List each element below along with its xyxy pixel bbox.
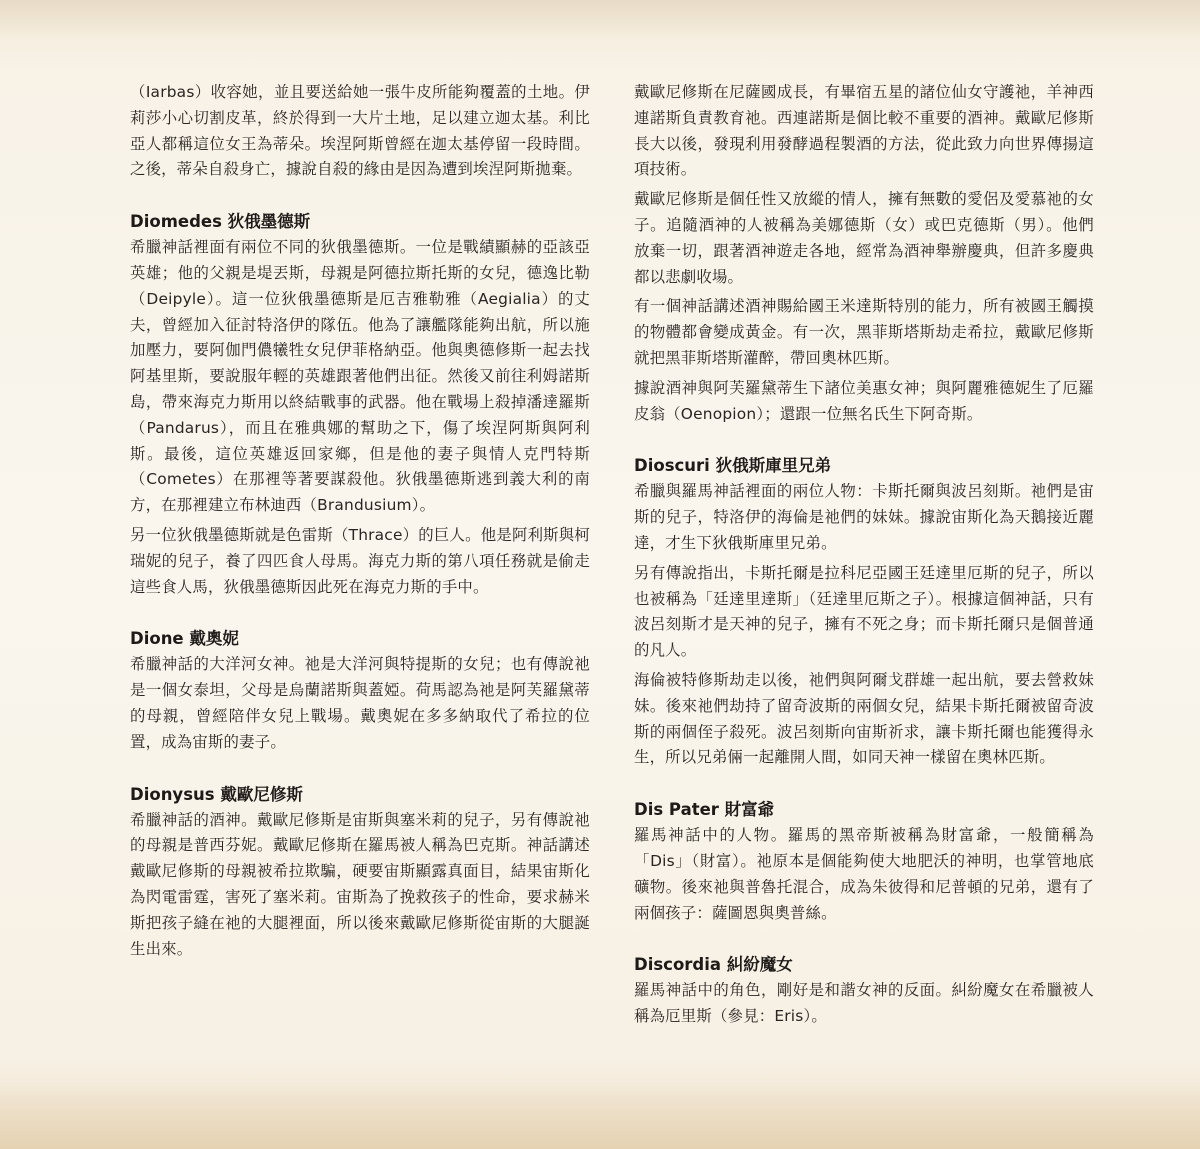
dioscuri-paragraph-3: 海倫被特修斯劫走以後，祂們與阿爾戈群雄一起出航，要去營救妹妹。後來祂們劫持了留奇波斯的兩個女兒，結果卡斯托爾被留奇波斯的兩個侄子殺死。波呂刻斯向宙斯祈求，讓卡斯托爾也能獲得永生，所以兄弟倆一起離開人間，如同天神一樣留在奧林匹斯。: [634, 670, 1094, 767]
dionysus-cont-paragraph-3: 有一個神話講述酒神賜給國王米達斯特別的能力，所有被國王觸摸的物體都會變成黃金。有一次，黑菲斯塔斯劫走希拉，戴歐尼修斯就把黑菲斯塔斯灌醉，帶回奧林匹斯。: [634, 297, 1094, 367]
dionysus-cont-paragraph-4: 據說酒神與阿芙羅黛蒂生下諸位美惠女神；與阿麗雅德妮生了厄羅皮翁（Oenopion）；還跟一位無名氏生下阿奇斯。: [634, 378, 1094, 423]
left-column: [130, 80, 590, 966]
entry-title-diomedes: Diomedes 狄俄墨德斯: [130, 212, 311, 232]
dionysus-cont-paragraph-1: 戴歐尼修斯在尼薩國成長，有畢宿五星的諸位仙女守護祂，羊神西連諾斯負責教育祂。西連諾斯是個比較不重要的酒神。戴歐尼修斯長大以後，發現利用發酵過程製酒的方法，從此致力向世界傳揚這項技術。: [634, 83, 1094, 179]
dioscuri-paragraph-2: 另有傳說指出，卡斯托爾是拉科尼亞國王廷達里厄斯的兒子，所以也被稱為「廷達里達斯」（廷達里厄斯之子）。根據這個神話，只有波呂刻斯才是天神的兒子，擁有不死之身；而卡斯托爾只是個普通的凡人。: [634, 563, 1094, 660]
dionysus-paragraph-1: 希臘神話的酒神。戴歐尼修斯是宙斯與塞米莉的兒子，另有傳說祂的母親是普西芬妮。戴歐尼修斯在羅馬被人稱為巴克斯。神話講述戴歐尼修斯的母親被希拉欺騙，硬要宙斯顯露真面目，結果宙斯化為閃電雷霆，害死了塞米莉。宙斯為了挽救孩子的性命，要求赫米斯把孩子縫在祂的大腿裡面，所以後來戴歐尼修斯從宙斯的大腿誕生出來。: [130, 810, 590, 958]
dione-paragraph-1: 希臘神話的大洋河女神。祂是大洋河與特提斯的女兒；也有傳說祂是一個女泰坦，父母是烏蘭諾斯與蓋婭。荷馬認為祂是阿芙羅黛蒂的母親，曾經陪伴女兒上戰場。戴奧妮在多多納取代了希拉的位置，成為宙斯的妻子。: [130, 655, 590, 751]
entry-title-dionysus: Dionysus 戴歐尼修斯: [130, 784, 303, 804]
page-edge-bottom: [0, 1079, 1200, 1149]
entry-title-dis-pater: Dis Pater 財富爺: [634, 800, 775, 820]
spacer: [634, 775, 1094, 797]
entry-title-dione: Dione 戴奧妮: [130, 629, 239, 649]
spacer: [130, 187, 590, 209]
page-edge-top: [0, 0, 1200, 40]
dis-pater-paragraph-1: 羅馬神話中的人物。羅馬的黑帝斯被稱為財富爺，一般簡稱為「Dis」（財富）。祂原本是個能夠使大地肥沃的神明，也掌管地底礦物。後來祂與普魯托混合，成為朱彼得和尼普頓的兄弟，還有了兩個孩子：薩圖恩與奧普絲。: [634, 826, 1094, 922]
discordia-paragraph-1: 羅馬神話中的角色，剛好是和諧女神的反面。糾紛魔女在希臘被人稱為厄里斯（參見：Eris）。: [634, 981, 1094, 1026]
spacer: [634, 930, 1094, 952]
intro-paragraph: （Iarbas）收容她，並且要送給她一張牛皮所能夠覆蓋的土地。伊莉莎小心切割皮革，終於得到一大片土地，足以建立迦太基。利比亞人都稱這位女王為蒂朵。埃涅阿斯曾經在迦太基停留一段時間。之後，蒂朵自殺身亡，據說自殺的緣由是因為遭到埃涅阿斯拋棄。: [130, 83, 590, 179]
diomedes-paragraph-2: 另一位狄俄墨德斯就是色雷斯（Thrace）的巨人。他是阿利斯與柯瑞妮的兒子，養了四匹食人母馬。海克力斯的第八項任務就是偷走這些食人馬，狄俄墨德斯因此死在海克力斯的手中。: [130, 525, 590, 596]
spacer: [130, 760, 590, 782]
spacer: [130, 604, 590, 626]
diomedes-paragraph-1: 希臘神話裡面有兩位不同的狄俄墨德斯。一位是戰績顯赫的亞該亞英雄；他的父親是堤丟斯，母親是阿德拉斯托斯的女兒，德逸比勒（Deipyle）。這一位狄俄墨德斯是厄吉雅勒雅（Aegialia）的丈夫，曾經加入征討特洛伊的隊伍。他為了讓艦隊能夠出航，所以施加壓力，要阿伽門儂犧牲女兒伊菲格納亞。他與奧德修斯一起去找阿基里斯，要說服年輕的英雄跟著他們出征。然後又前往利姆諾斯島，帶來海克力斯用以終結戰事的武器。他在戰場上殺掉潘達羅斯（Pandarus），而且在雅典娜的幫助之下，傷了埃涅阿斯與阿利斯。最後，這位英雄返回家鄉，但是他的妻子與情人克門特斯（Cometes）在那裡等著要謀殺他。狄俄墨德斯逃到義大利的南方，在那裡建立布林迪西（Brandusium）。: [130, 238, 590, 515]
right-column: [634, 80, 1094, 1034]
dioscuri-paragraph-1: 希臘與羅馬神話裡面的兩位人物：卡斯托爾與波呂刻斯。祂們是宙斯的兒子，特洛伊的海倫是祂們的妹妹。據說宙斯化為天鵝接近麗達，才生下狄俄斯庫里兄弟。: [634, 482, 1094, 552]
spacer: [634, 431, 1094, 453]
entry-title-dioscuri: Dioscuri 狄俄斯庫里兄弟: [634, 456, 832, 476]
entry-title-discordia: Discordia 糾紛魔女: [634, 955, 793, 975]
dionysus-cont-paragraph-2: 戴歐尼修斯是個任性又放縱的情人，擁有無數的愛侶及愛慕祂的女子。追隨酒神的人被稱為美娜德斯（女）或巴克德斯（男）。他們放棄一切，跟著酒神遊走各地，經常為酒神舉辦慶典，但許多慶典都以悲劇收場。: [634, 190, 1094, 286]
